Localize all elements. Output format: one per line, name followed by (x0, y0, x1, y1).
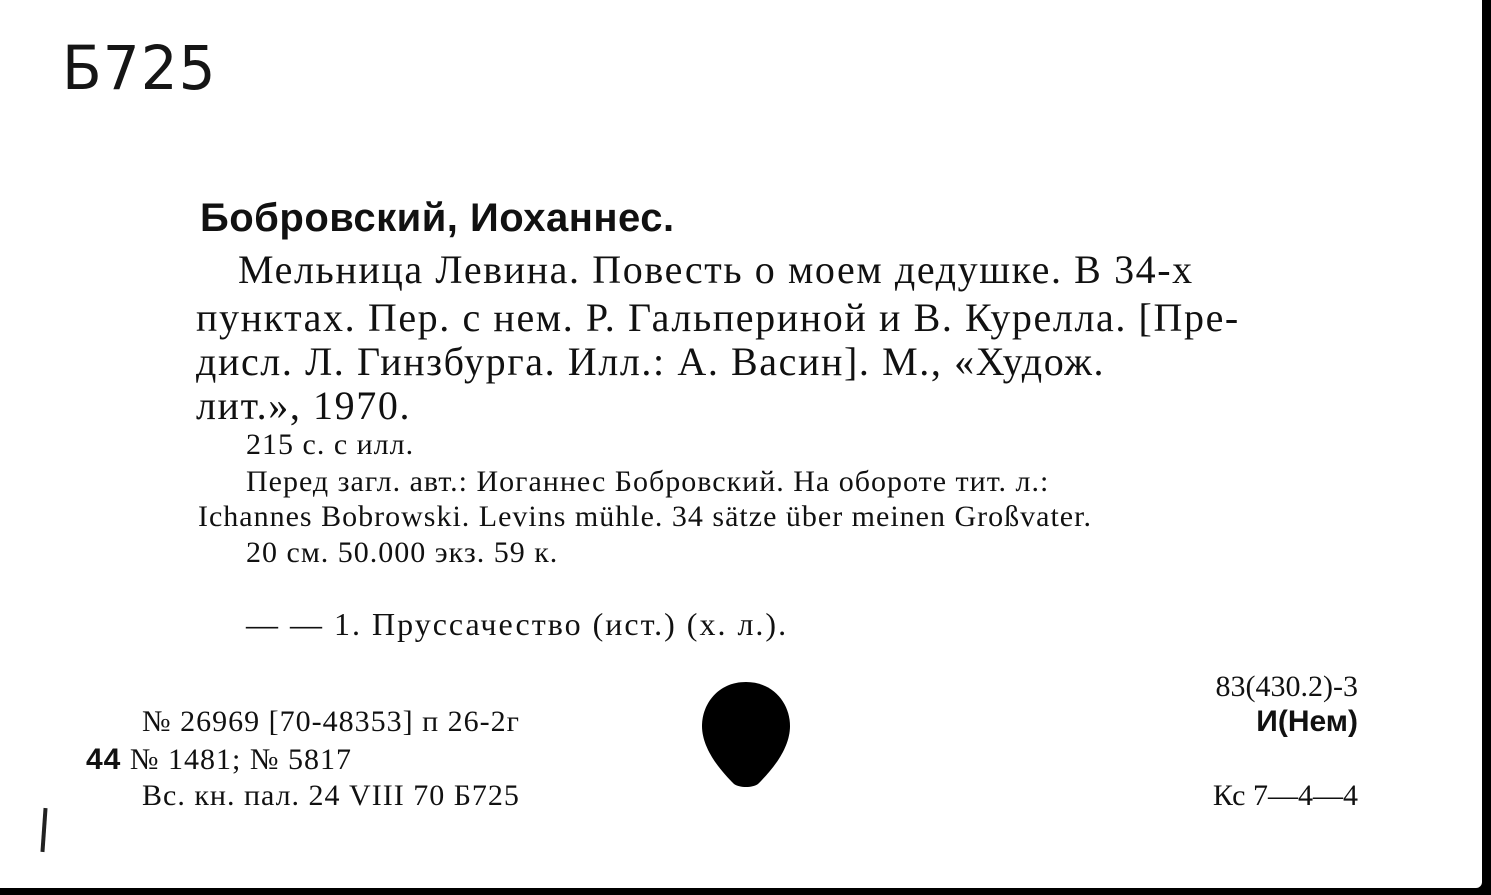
note-line-2: Ichannes Bobrowski. Levins mühle. 34 sätze über meinen Großvater. (198, 500, 1092, 533)
registry-line-1: № 26969 [70-48353] п 26-2г (142, 705, 520, 738)
margin-tick-mark (40, 808, 47, 852)
note-line-1: Перед загл. авт.: Иоганнес Бобровский. На обороте тит. л.: (246, 465, 1050, 498)
description-line-4: лит.», 1970. (196, 383, 412, 428)
registry-prefix: 44 (86, 743, 122, 776)
registry-line-2 (86, 745, 352, 775)
registry-numbers: № 1481; № 5817 (121, 743, 352, 776)
description-line-1: Мельница Левина. Повесть о моем дедушке. В 34-х (238, 247, 1194, 292)
edition-info: 20 см. 50.000 экз. 59 к. (246, 536, 559, 569)
handwritten-call-number: Б725 (62, 32, 217, 104)
card-code: Кс 7—4—4 (1212, 779, 1358, 812)
classification-code: 83(430.2)-3 (1215, 670, 1358, 703)
punch-hole (700, 680, 792, 788)
pagination: 215 с. с илл. (246, 428, 415, 461)
registry-line-3: Вс. кн. пал. 24 VIII 70 Б725 (142, 779, 520, 812)
description-line-3: дисл. Л. Гинзбурга. Илл.: А. Васин]. М., «Худож. (196, 339, 1106, 384)
description-line-2: пунктах. Пер. с нем. Р. Гальпериной и В. Курелла. [Пре- (196, 295, 1240, 340)
classification-label: И(Нем) (1256, 705, 1358, 738)
author-heading: Бобровский, Иоханнес. (200, 196, 675, 240)
subject-heading: — — 1. Пруссачество (ист.) (х. л.). (246, 606, 789, 642)
